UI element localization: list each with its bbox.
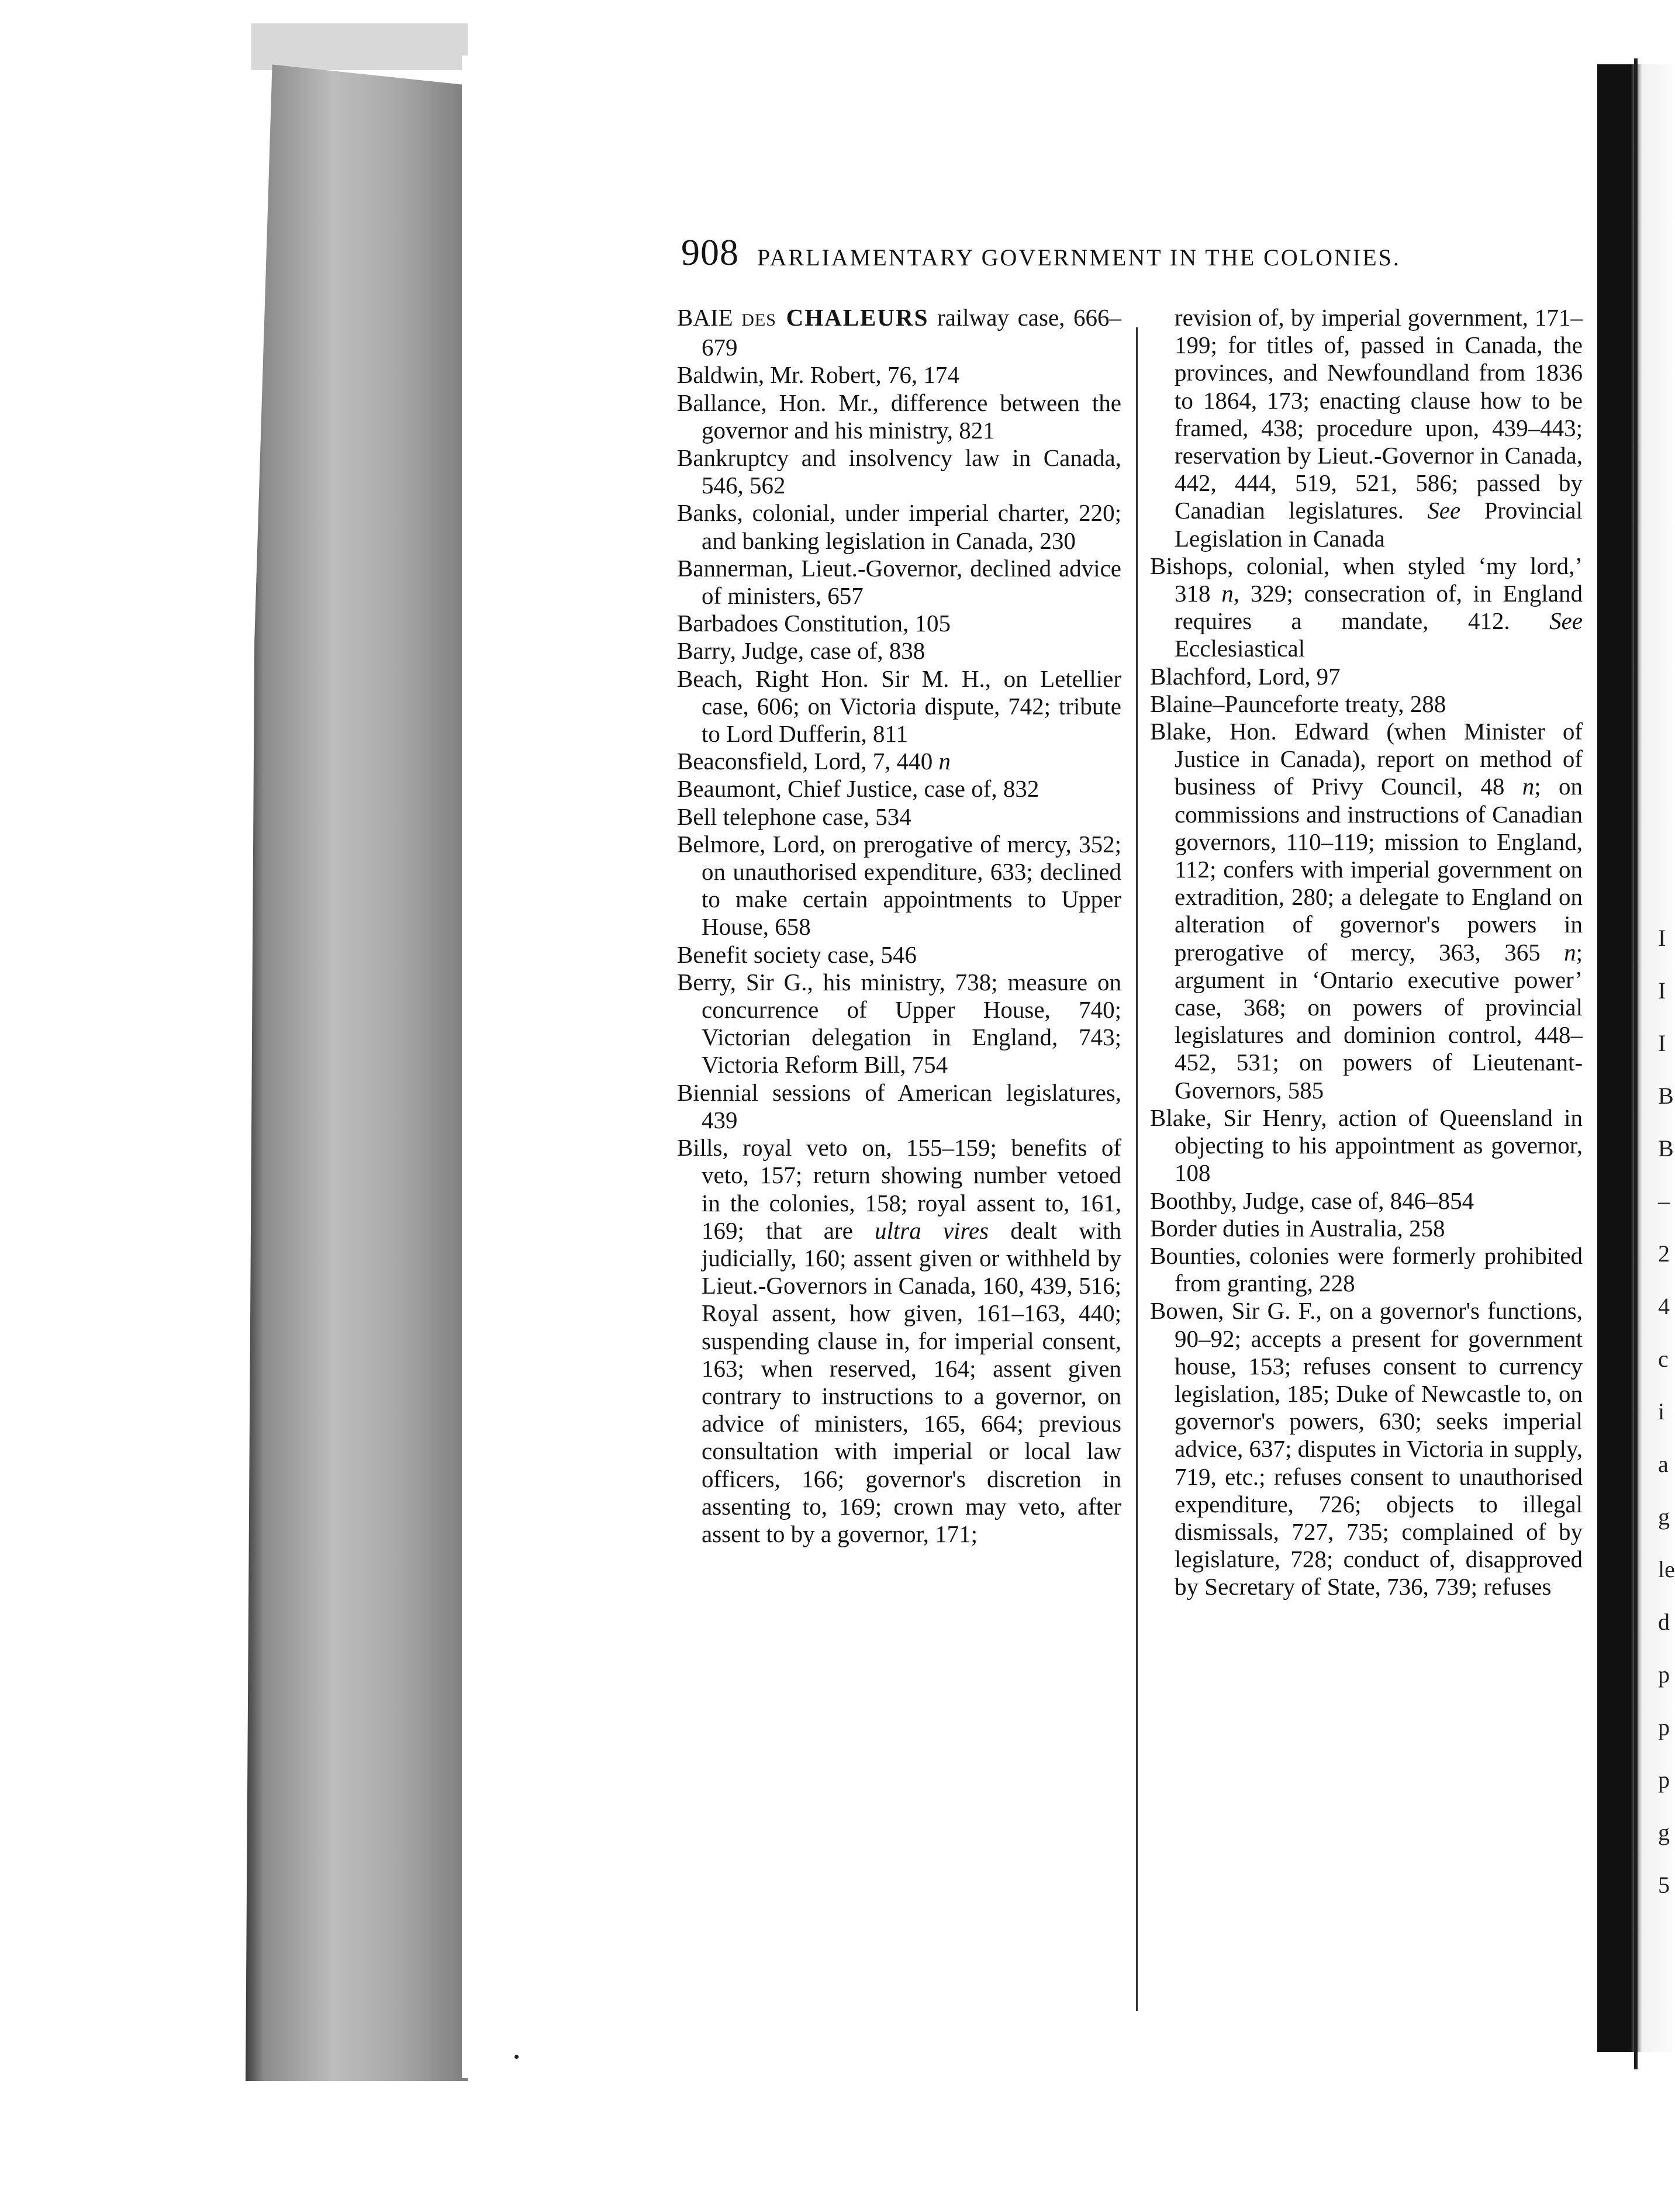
index-entry: Baldwin, Mr. Robert, 76, 174	[677, 361, 959, 389]
index-entry: Bowen, Sir G. F., on a governor's functions, 90–92; accepts a present for government house, 153; refuses consent to currency legislation, 185; Duke of Newcastle to, on governor's powers, 630; seeks imperial advice, 637; disputes in Victoria in supply, 719, etc.; refuses consent to unauthorised expenditure, 726; objects to illegal dismissals, 727, 735; complained of by legislature, 728; conduct of, disapproved by Secretary of State, 736, 739; refuses	[1150, 1297, 1583, 1601]
margin-fragment: i	[1658, 1398, 1665, 1425]
margin-fragment: B	[1658, 1083, 1674, 1109]
index-entry-continuation	[1150, 304, 1583, 552]
index-entry: Boothby, Judge, case of, 846–854	[1150, 1187, 1474, 1214]
entry-text: Bishops, colonial, when styled ‘my lord,’ 318	[1150, 552, 1583, 607]
entry-text: Bills, royal veto on, 155–159; benefits of veto, 157; return showing number vetoed in the colonies, 158; royal assent to, 161, 169; that are	[677, 1134, 1121, 1244]
entry-italic: See	[1427, 497, 1461, 524]
margin-fragment: I	[1658, 977, 1666, 1004]
margin-fragment: B	[1658, 1135, 1674, 1162]
margin-fragment: –	[1658, 1188, 1670, 1214]
index-entry: Blake, Sir Henry, action of Queensland in objecting to his appointment as governor, 108	[1150, 1104, 1583, 1187]
margin-fragment: c	[1658, 1346, 1669, 1372]
index-entry: Berry, Sir G., his ministry, 738; measure on concurrence of Upper House, 740; Victorian delegation in England, 743; Victoria Reform Bill, 754	[677, 968, 1121, 1079]
entry-text: Ecclesiastical	[1175, 635, 1306, 662]
page-speck	[514, 2055, 519, 2059]
index-entry: Benefit society case, 546	[677, 941, 917, 968]
margin-fragment: p	[1658, 1767, 1670, 1793]
page-block-top	[251, 23, 468, 70]
entry-italic: n	[1221, 580, 1234, 607]
entry-small-caps: DES	[741, 310, 776, 330]
margin-fragment: d	[1658, 1609, 1670, 1635]
page-header	[681, 231, 1587, 278]
index-entry: Bannerman, Lieut.-Governor, declined advice of ministers, 657	[677, 554, 1121, 610]
index-column-left	[677, 304, 1121, 1548]
entry-italic: n	[938, 748, 951, 775]
entry-text: ; argument in ‘Ontario executive power’ case, 368; on powers of provincial legislatures and dominion control, 448–452, 531; on powers of Lieutenant-Governors, 585	[1175, 938, 1583, 1104]
index-entry: Border duties in Australia, 258	[1150, 1214, 1445, 1242]
margin-fragment: g	[1658, 1819, 1670, 1845]
margin-fragment: I	[1658, 1030, 1666, 1056]
index-entry: Blaine–Paunceforte treaty, 288	[1150, 690, 1446, 717]
index-entry: Bell telephone case, 534	[677, 803, 911, 830]
margin-fragment: 2	[1658, 1240, 1670, 1267]
running-title: PARLIAMENTARY GOVERNMENT IN THE COLONIES.	[757, 244, 1401, 271]
index-entry: Biennial sessions of American legislatures, 439	[677, 1079, 1121, 1133]
index-entry: Belmore, Lord, on prerogative of mercy, 352; on unauthorised expenditure, 633; declined to make certain appointments to Upper House, 658	[677, 830, 1121, 941]
entry-italic: See	[1549, 607, 1583, 635]
index-entry: Bankruptcy and insolvency law in Canada, 546, 562	[677, 444, 1121, 499]
book-page-edges	[246, 23, 468, 2081]
index-entry: Bounties, colonies were formerly prohibited from granting, 228	[1150, 1242, 1583, 1297]
index-entry: Banks, colonial, under imperial charter, 220; and banking legislation in Canada, 230	[677, 499, 1121, 554]
index-entry: Barry, Judge, case of, 838	[677, 637, 925, 665]
index-entry: Beach, Right Hon. Sir M. H., on Letellier case, 606; on Victoria dispute, 742; tribute to Lord Dufferin, 811	[677, 665, 1121, 748]
index-entry	[677, 1134, 1121, 1548]
entry-head-word: BAIE	[677, 304, 742, 331]
index-entry: Barbadoes Constitution, 105	[677, 610, 951, 637]
entry-italic: n	[1564, 938, 1576, 966]
margin-fragment: g	[1658, 1504, 1670, 1530]
margin-fragment: p	[1658, 1661, 1670, 1688]
gutter-line	[1634, 58, 1638, 2069]
margin-fragment: 5	[1658, 1872, 1670, 1898]
entry-text: dealt with judicially, 160; assent given or withheld by Lieut.-Governors in Canada, 160, 439, 516; Royal assent, how given, 161–163, 440; suspending clause in, for imperial consent, 163; when reserved, 164; assent given contrary to instructions to a governor, on advice of ministers, 165, 664; previous consultation with imperial or local law officers, 166; governor's discretion in assenting to, 169; crown may veto, after assent to by a governor, 171;	[702, 1216, 1121, 1547]
margin-fragment: le	[1658, 1556, 1675, 1582]
column-divider	[1136, 327, 1138, 2011]
index-entry	[1150, 718, 1583, 1104]
index-column-right	[1150, 304, 1583, 1601]
facing-page-margin-fragments	[1658, 912, 1675, 1912]
entry-text: , 329; consecration of, in England requires a mandate, 412.	[1175, 580, 1583, 635]
index-entry: Blachford, Lord, 97	[1150, 662, 1341, 690]
margin-fragment: 4	[1658, 1293, 1670, 1319]
entry-text: revision of, by imperial government, 171–199; for titles of, passed in Canada, the provinces, and Newfoundland from 1836 to 1864, 173; enacting clause how to be framed, 438; procedure upon, 439–443; reservation by Lieut.-Governor in Canada, 442, 444, 519, 521, 586; passed by Canadian legislatures.	[1175, 304, 1583, 524]
margin-fragment: I	[1658, 925, 1666, 951]
entry-head-word: CHALEURS	[776, 304, 929, 331]
index-entry: Beaumont, Chief Justice, case of, 832	[677, 775, 1039, 803]
entry-italic: n	[1522, 773, 1535, 800]
margin-fragment: a	[1658, 1451, 1669, 1477]
index-entry	[677, 304, 1121, 361]
page-number: 908	[681, 231, 739, 273]
entry-text: ; on commissions and instructions of Canadian governors, 110–119; mission to England, 112; confers with imperial government on extradition, 280; a delegate to England on alteration of governor's powers in prerogative of mercy, 363, 365	[1175, 773, 1583, 966]
entry-italic: ultra vires	[874, 1216, 989, 1244]
entry-text: Beaconsfield, Lord, 7, 440	[677, 748, 939, 775]
entry-text: Blake, Hon. Edward (when Minister of Justice in Canada), report on method of business of Privy Council, 48	[1150, 718, 1583, 800]
index-entry	[677, 748, 1121, 775]
entry-text: railway case, 666–679	[702, 304, 1122, 361]
margin-fragment: p	[1658, 1714, 1670, 1740]
index-entry: Ballance, Hon. Mr., difference between the governor and his ministry, 821	[677, 389, 1121, 444]
index-entry	[1150, 552, 1583, 663]
entry-text: Provincial Legislation in Canada	[1175, 497, 1583, 552]
